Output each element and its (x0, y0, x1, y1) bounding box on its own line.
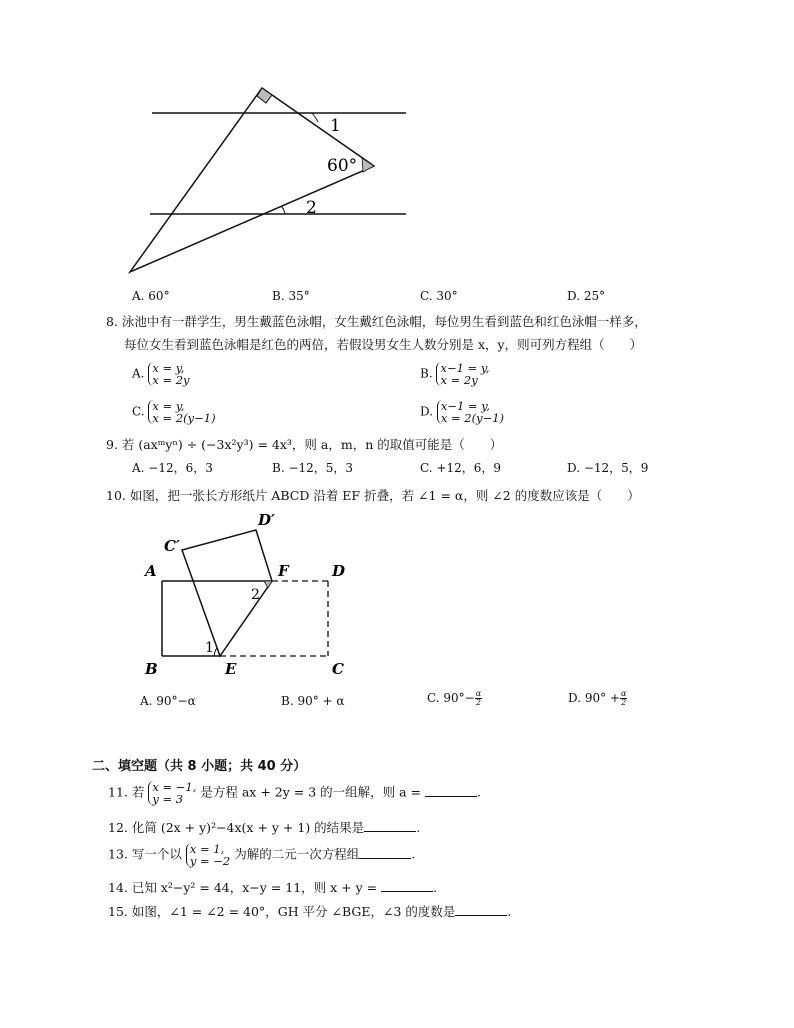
q7-option-c[interactable]: C. 30° (420, 289, 458, 303)
q8-stem-line2: 每位女生看到蓝色泳帽是红色的两倍，若假设男女生人数分别是 x，y，则可列方程组（ ） (124, 337, 643, 352)
angle1-label: 1 (330, 116, 341, 136)
q13-answer-blank[interactable] (359, 846, 411, 859)
q8-option-c-label: C. (132, 404, 145, 419)
q9-option-d[interactable]: D. −12，5，9 (567, 461, 649, 475)
q10-stem: 10. 如图，把一张长方形纸片 ABCD 沿着 EF 折叠，若 ∠1 = α，则 ∠2 的度数应该是（ ） (106, 488, 640, 503)
label-C-prime: C′ (164, 537, 180, 555)
angle2-arc (281, 206, 285, 214)
q12: 12. 化简 (2x + y)²−4x(x + y + 1) 的结果是 . (108, 820, 421, 835)
q12-answer-blank[interactable] (364, 819, 416, 832)
q7-option-b[interactable]: B. 35° (272, 289, 310, 303)
q8-option-c[interactable] (132, 400, 216, 424)
angle60-label: 60° (327, 156, 358, 176)
q11-system: x = −1, y = 3 (148, 781, 196, 805)
q15: 15. 如图，∠1 = ∠2 = 40°，GH 平分 ∠BGE，∠3 的度数是 . (108, 904, 512, 919)
angle60-mark (362, 158, 374, 172)
q10-option-d[interactable]: D. 90° + $\frac{\alpha}{2}$ (568, 689, 627, 707)
q9-stem: 9. 若 (axᵐyⁿ) ÷ (−3x²y³) = 4x³，则 a，m，n 的取值可能是（ ） (106, 437, 503, 452)
angle1-arc (214, 648, 217, 656)
angle1-arc (312, 113, 318, 122)
q10-option-b[interactable]: B. 90° + α (281, 694, 345, 708)
q8-option-a-system: x = y, x = 2y (148, 362, 189, 386)
q8-option-b-system: x−1 = y, x = 2y (436, 362, 489, 386)
q8-option-b-label: B. (420, 366, 433, 381)
folded-rectangle-figure (140, 510, 360, 680)
q8-option-d-label: D. (420, 404, 434, 419)
q10-option-c[interactable]: C. 90°− $\frac{\alpha}{2}$ (427, 689, 482, 707)
q7-option-d[interactable]: D. 25° (567, 289, 606, 303)
angle2-label: 2 (306, 198, 317, 218)
q13-system: x = 1, y = −2 (186, 843, 230, 867)
angle2-mark (264, 581, 272, 588)
label-D: D (332, 562, 346, 580)
right-angle-mark (257, 88, 272, 103)
q8-option-b[interactable] (420, 362, 489, 386)
label-1: 1 (205, 640, 214, 656)
q13: 13. 写一个以 x = 1, y = −2 为解的二元一次方程组 . (108, 842, 416, 868)
q9-option-c[interactable]: C. +12，6，9 (420, 461, 501, 475)
q8-option-d[interactable] (420, 400, 504, 424)
q8-option-a[interactable] (132, 362, 190, 386)
q8-option-a-label: A. (132, 366, 145, 381)
q8-stem-line1: 8. 泳池中有一群学生，男生戴蓝色泳帽，女生戴红色泳帽，每位男生看到蓝色和红色泳帽一样多， (106, 314, 647, 329)
q8-option-d-system: x−1 = y, x = 2(y−1) (437, 400, 504, 424)
label-A: A (145, 562, 157, 580)
label-D-prime: D′ (258, 511, 275, 529)
q14-answer-blank[interactable] (381, 879, 433, 892)
alpha-over-2-fraction: $\frac{\alpha}{2}$ (475, 689, 482, 707)
q14: 14. 已知 x²−y² = 44，x−y = 11，则 x + y = . (108, 880, 438, 895)
q7-option-a[interactable]: A. 60° (132, 289, 170, 303)
q10-option-a[interactable]: A. 90°−α (140, 694, 196, 708)
q11: 11. 若 x = −1, y = 3 是方程 ax + 2y = 3 的一组解，则 a = . (108, 780, 481, 806)
label-2: 2 (251, 587, 260, 603)
alpha-over-2-fraction: $\frac{\alpha}{2}$ (620, 689, 627, 707)
section2-title: 二、填空题（共 8 小题；共 40 分） (92, 759, 307, 774)
q15-answer-blank[interactable] (455, 903, 507, 916)
q8-option-c-system: x = y, x = 2(y−1) (148, 400, 215, 424)
label-E: E (225, 660, 237, 678)
label-C: C (332, 660, 344, 678)
label-B: B (145, 660, 158, 678)
q9-option-b[interactable]: B. −12，5，3 (272, 461, 354, 475)
q9-option-a[interactable]: A. −12，6，3 (132, 461, 213, 475)
parallel-lines-figure (120, 80, 420, 280)
q11-answer-blank[interactable] (425, 784, 477, 797)
label-F: F (278, 562, 289, 580)
